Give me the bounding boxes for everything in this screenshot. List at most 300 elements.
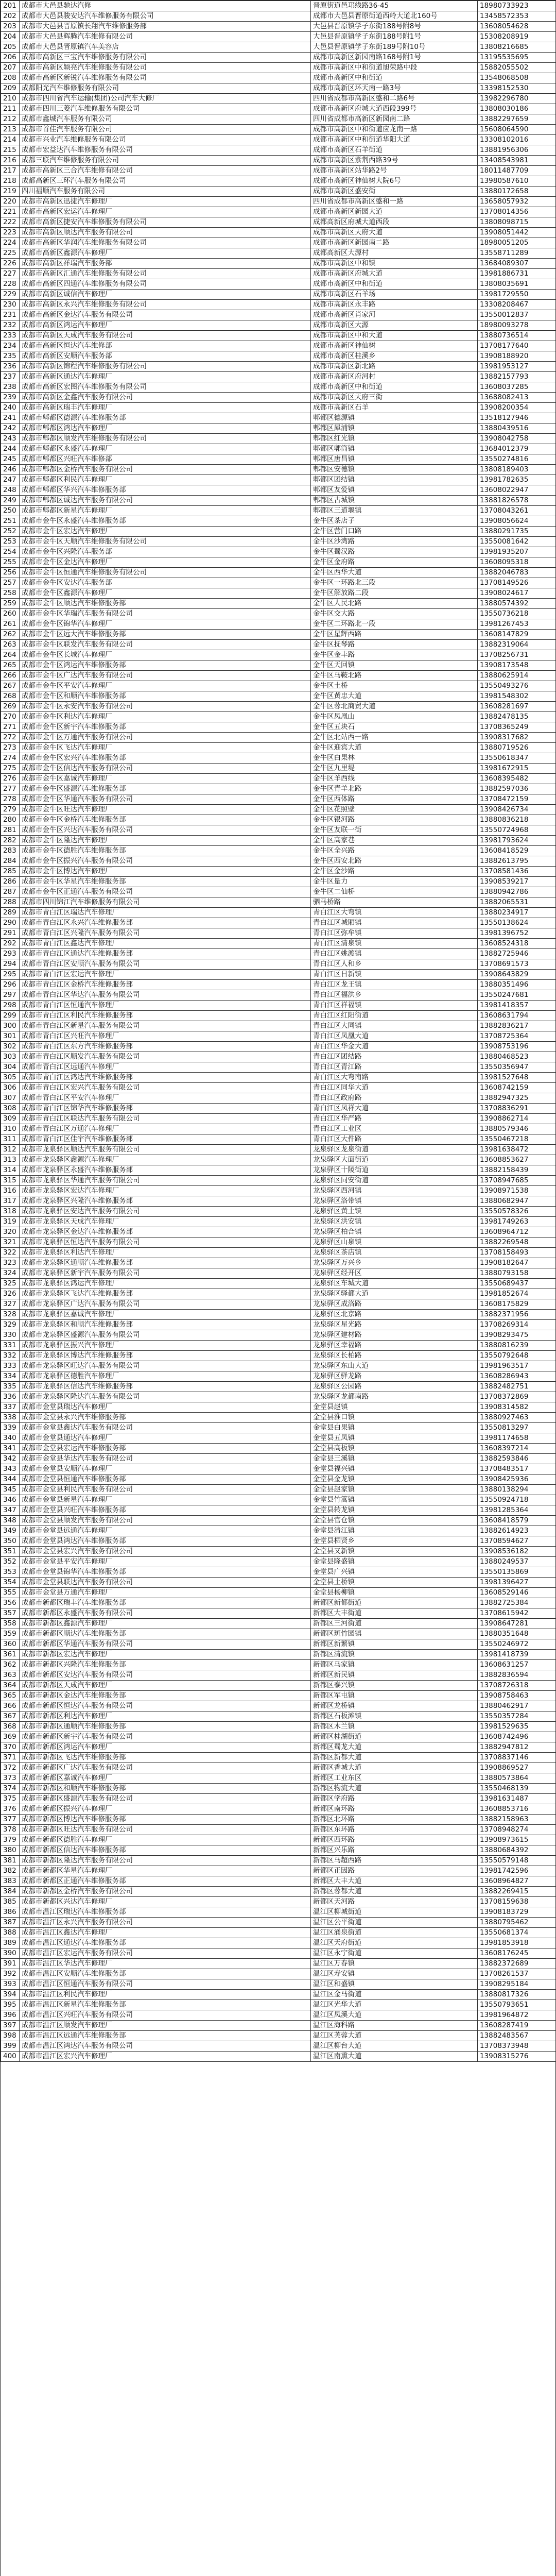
- shop-name[interactable]: 成都市新都区广达汽车服务有限公司: [20, 1763, 311, 1773]
- shop-name[interactable]: 成都市金牛区兴隆汽车服务部: [20, 547, 311, 557]
- shop-name[interactable]: 成都市金堂县新星汽车修理厂: [20, 1495, 311, 1505]
- row-number[interactable]: 256: [1, 568, 20, 578]
- row-number[interactable]: 296: [1, 980, 20, 990]
- row-number[interactable]: 218: [1, 176, 20, 187]
- shop-phone[interactable]: 13880625914: [478, 671, 556, 681]
- shop-name[interactable]: 成都市温江区通达汽车维修服务部: [20, 1938, 311, 1948]
- shop-address[interactable]: 金牛区西体路: [311, 794, 478, 805]
- shop-name[interactable]: 成都市郫都区顺发汽车维修服务有限公司: [20, 434, 311, 444]
- row-number[interactable]: 399: [1, 2041, 20, 2052]
- row-number[interactable]: 277: [1, 784, 20, 794]
- shop-phone[interactable]: 13908314582: [478, 1402, 556, 1413]
- shop-address[interactable]: 龙泉驿区万兴乡: [311, 1258, 478, 1268]
- shop-name[interactable]: 成都市新都区金桥汽车服务有限公司: [20, 1887, 311, 1897]
- shop-name[interactable]: 成都市新都区天成汽车修理厂: [20, 1681, 311, 1691]
- shop-name[interactable]: 成都市四川三菱汽车维修服务有限公司: [20, 104, 311, 114]
- shop-address[interactable]: 金堂县官仓镇: [311, 1516, 478, 1526]
- row-number[interactable]: 347: [1, 1505, 20, 1516]
- shop-phone[interactable]: 13708014356: [478, 207, 556, 217]
- shop-address[interactable]: 龙泉驿区建材路: [311, 1330, 478, 1341]
- shop-phone[interactable]: 13981963517: [478, 1361, 556, 1371]
- row-number[interactable]: 369: [1, 1732, 20, 1742]
- shop-name[interactable]: 成都市新都区利达汽车修理厂: [20, 1711, 311, 1722]
- shop-name[interactable]: 成都市温江区远通汽车维修服务部: [20, 2031, 311, 2041]
- shop-address[interactable]: 郫都区古城镇: [311, 496, 478, 506]
- shop-name[interactable]: 成都市高新区颖亮汽车维修服务有限公司: [20, 63, 311, 73]
- shop-address[interactable]: 温江区金马街道: [311, 1990, 478, 2000]
- shop-phone[interactable]: 13550618347: [478, 753, 556, 764]
- shop-phone[interactable]: 13880351496: [478, 980, 556, 990]
- shop-name[interactable]: 成都市金堂县顺发汽车服务有限公司: [20, 1516, 311, 1526]
- shop-address[interactable]: 大邑县晋原镇学子东街188号附1号: [311, 32, 478, 42]
- shop-phone[interactable]: 18980051205: [478, 238, 556, 248]
- shop-address[interactable]: 成都高新区大源村: [311, 248, 478, 259]
- shop-name[interactable]: 成都市龙泉驿区恒达汽车服务有限公司: [20, 1238, 311, 1248]
- shop-address[interactable]: 龙泉驿区长柏路: [311, 1351, 478, 1361]
- shop-name[interactable]: 成都市金堂县鑫达汽车服务有限公司: [20, 1423, 311, 1433]
- row-number[interactable]: 281: [1, 825, 20, 836]
- shop-name[interactable]: 成都市龙泉驿区兴隆汽车维修服务部: [20, 1196, 311, 1207]
- shop-address[interactable]: 金牛区白果林: [311, 753, 478, 764]
- shop-address[interactable]: 郫都区德源镇: [311, 413, 478, 423]
- shop-phone[interactable]: 13608418529: [478, 846, 556, 856]
- shop-phone[interactable]: 13981529635: [478, 1722, 556, 1732]
- row-number[interactable]: 300: [1, 1021, 20, 1031]
- shop-address[interactable]: 青白江区祥福镇: [311, 1001, 478, 1011]
- shop-phone[interactable]: 13708726318: [478, 1681, 556, 1691]
- shop-address[interactable]: 温江区凤溪大道: [311, 2010, 478, 2021]
- row-number[interactable]: 320: [1, 1227, 20, 1238]
- shop-address[interactable]: 新都区大丰大道: [311, 1876, 478, 1887]
- shop-name[interactable]: 成都市金堂县安顺汽车修理厂: [20, 1464, 311, 1475]
- shop-address[interactable]: 青白江区凤祥大道: [311, 1104, 478, 1114]
- shop-name[interactable]: 成都市郫都区永盛汽车修理厂: [20, 444, 311, 454]
- row-number[interactable]: 323: [1, 1258, 20, 1268]
- shop-phone[interactable]: 13608054628: [478, 22, 556, 32]
- shop-address[interactable]: 龙泉驿区洪安镇: [311, 1217, 478, 1227]
- row-number[interactable]: 384: [1, 1887, 20, 1897]
- shop-phone[interactable]: 13808189403: [478, 465, 556, 475]
- shop-phone[interactable]: 13708691573: [478, 959, 556, 970]
- shop-name[interactable]: 成都市温江区永兴汽车服务有限公司: [20, 1918, 311, 1928]
- row-number[interactable]: 303: [1, 1052, 20, 1062]
- row-number[interactable]: 331: [1, 1341, 20, 1351]
- shop-phone[interactable]: 13880927463: [478, 1413, 556, 1423]
- row-number[interactable]: 216: [1, 156, 20, 166]
- row-number[interactable]: 290: [1, 918, 20, 928]
- row-number[interactable]: 212: [1, 114, 20, 125]
- shop-address[interactable]: 金牛区二仙桥: [311, 887, 478, 897]
- shop-address[interactable]: 金堂县栖贤乡: [311, 1536, 478, 1547]
- shop-name[interactable]: 成都市高新区锦程汽车维修服务有限公司: [20, 362, 311, 372]
- shop-phone[interactable]: 13548068508: [478, 73, 556, 83]
- shop-name[interactable]: 成都市高新区宏运汽车修理厂: [20, 207, 311, 217]
- shop-name[interactable]: 成都市温江区兴旺汽车服务有限公司: [20, 2010, 311, 2021]
- row-number[interactable]: 329: [1, 1320, 20, 1330]
- shop-name[interactable]: 成都市新都区通顺汽车维修服务部: [20, 1722, 311, 1732]
- shop-name[interactable]: 成都市郫都区鸿达汽车修理厂: [20, 423, 311, 434]
- shop-address[interactable]: 温江区柳城街道: [311, 1907, 478, 1918]
- shop-phone[interactable]: 13708947685: [478, 1176, 556, 1186]
- row-number[interactable]: 215: [1, 145, 20, 156]
- shop-name[interactable]: 成都市龙泉驿区德胜汽车修理厂: [20, 1371, 311, 1382]
- row-number[interactable]: 336: [1, 1392, 20, 1402]
- row-number[interactable]: 388: [1, 1928, 20, 1938]
- shop-address[interactable]: 驷马桥路: [311, 897, 478, 908]
- row-number[interactable]: 390: [1, 1948, 20, 1959]
- shop-address[interactable]: 金堂县三溪镇: [311, 1454, 478, 1464]
- row-number[interactable]: 276: [1, 774, 20, 784]
- shop-phone[interactable]: 13880942786: [478, 887, 556, 897]
- shop-phone[interactable]: 13880462917: [478, 1701, 556, 1711]
- shop-name[interactable]: 成都市宏益达汽车维修服务有限公司: [20, 145, 311, 156]
- row-number[interactable]: 221: [1, 207, 20, 217]
- shop-address[interactable]: 金牛区高家巷: [311, 836, 478, 846]
- shop-name[interactable]: 成都市新都区华通汽车服务有限公司: [20, 1639, 311, 1650]
- shop-address[interactable]: 龙泉驿区龙泉街道: [311, 1145, 478, 1155]
- shop-address[interactable]: 金堂县竹篙镇: [311, 1495, 478, 1505]
- shop-phone[interactable]: 13658057932: [478, 197, 556, 207]
- shop-name[interactable]: 成都市高新区金鑫汽车服务有限公司: [20, 393, 311, 403]
- shop-phone[interactable]: 13908295184: [478, 1979, 556, 1990]
- shop-name[interactable]: 成都市新都区恒达汽车服务有限公司: [20, 1701, 311, 1711]
- shop-name[interactable]: 成都市龙泉驿区鸿运汽车修理厂: [20, 1279, 311, 1289]
- shop-name[interactable]: 成都市青白江区鑫达汽车修理厂: [20, 939, 311, 949]
- row-number[interactable]: 274: [1, 753, 20, 764]
- row-number[interactable]: 255: [1, 557, 20, 568]
- shop-phone[interactable]: 13550467218: [478, 1134, 556, 1145]
- row-number[interactable]: 367: [1, 1711, 20, 1722]
- shop-address[interactable]: 新都区东环路: [311, 1825, 478, 1835]
- row-number[interactable]: 241: [1, 413, 20, 423]
- shop-name[interactable]: 成都市温江区新星汽车维修服务部: [20, 2000, 311, 2010]
- shop-name[interactable]: 成都市金堂县宏兴汽车服务有限公司: [20, 1547, 311, 1557]
- shop-phone[interactable]: 13882046783: [478, 568, 556, 578]
- row-number[interactable]: 275: [1, 764, 20, 774]
- row-number[interactable]: 356: [1, 1598, 20, 1608]
- shop-address[interactable]: 成都高新区府城大道西段: [311, 217, 478, 228]
- shop-name[interactable]: 成都市金牛区飞达汽车修理厂: [20, 743, 311, 753]
- shop-phone[interactable]: 13708158493: [478, 1248, 556, 1258]
- shop-name[interactable]: 成都阳光汽车维修服务有限公司: [20, 83, 311, 94]
- shop-phone[interactable]: 13708948274: [478, 1825, 556, 1835]
- shop-name[interactable]: 成都市青白江区宏运汽车修理厂: [20, 970, 311, 980]
- shop-address[interactable]: 新都区木兰镇: [311, 1722, 478, 1732]
- shop-phone[interactable]: 13908293475: [478, 1330, 556, 1341]
- row-number[interactable]: 395: [1, 2000, 20, 2010]
- shop-address[interactable]: 新都区石板滩镇: [311, 1711, 478, 1722]
- shop-name[interactable]: 成都市金牛区振兴汽车服务有限公司: [20, 856, 311, 867]
- shop-phone[interactable]: 13708269314: [478, 1320, 556, 1330]
- shop-phone[interactable]: 13882297659: [478, 114, 556, 125]
- shop-name[interactable]: 成都市新都区新宇汽车服务有限公司: [20, 1732, 311, 1742]
- shop-name[interactable]: 成都市龙泉驿区和顺汽车维修服务部: [20, 1320, 311, 1330]
- shop-phone[interactable]: 13981418357: [478, 1001, 556, 1011]
- shop-phone[interactable]: 13908188920: [478, 351, 556, 362]
- shop-phone[interactable]: 13880351648: [478, 1629, 556, 1639]
- row-number[interactable]: 280: [1, 815, 20, 825]
- row-number[interactable]: 396: [1, 2010, 20, 2021]
- shop-phone[interactable]: 13708581436: [478, 867, 556, 877]
- shop-name[interactable]: 成都市高新区新锐汽车维修服务有限公司: [20, 73, 311, 83]
- shop-phone[interactable]: 13608524318: [478, 939, 556, 949]
- shop-address[interactable]: 金牛区抚琴路: [311, 640, 478, 650]
- shop-phone[interactable]: 13908758463: [478, 1691, 556, 1701]
- shop-phone[interactable]: 13550493276: [478, 681, 556, 691]
- row-number[interactable]: 223: [1, 228, 20, 238]
- shop-phone[interactable]: 13708837146: [478, 1753, 556, 1763]
- row-number[interactable]: 368: [1, 1722, 20, 1732]
- shop-name[interactable]: 成都市金牛区正通汽车服务有限公司: [20, 887, 311, 897]
- shop-phone[interactable]: 13908200354: [478, 403, 556, 413]
- shop-phone[interactable]: 13981782635: [478, 475, 556, 485]
- shop-name[interactable]: 成都市温江区瑞达汽车维修服务部: [20, 1907, 311, 1918]
- row-number[interactable]: 394: [1, 1990, 20, 2000]
- shop-name[interactable]: 成都市金牛区锦华汽车修理厂: [20, 619, 311, 630]
- shop-name[interactable]: 成都市新都区安达汽车服务有限公司: [20, 1670, 311, 1681]
- row-number[interactable]: 232: [1, 320, 20, 331]
- row-number[interactable]: 211: [1, 104, 20, 114]
- shop-phone[interactable]: 13550689437: [478, 1279, 556, 1289]
- shop-phone[interactable]: 13608853716: [478, 1804, 556, 1815]
- shop-address[interactable]: 龙泉驿区驿龙路: [311, 1371, 478, 1382]
- row-number[interactable]: 299: [1, 1011, 20, 1021]
- row-number[interactable]: 291: [1, 928, 20, 939]
- shop-address[interactable]: 青白江区弥牟镇: [311, 928, 478, 939]
- shop-phone[interactable]: 13908536182: [478, 1547, 556, 1557]
- row-number[interactable]: 339: [1, 1423, 20, 1433]
- shop-address[interactable]: 龙泉驿区龙都南路: [311, 1392, 478, 1402]
- row-number[interactable]: 222: [1, 217, 20, 228]
- shop-phone[interactable]: 13981548302: [478, 691, 556, 702]
- row-number[interactable]: 269: [1, 702, 20, 712]
- row-number[interactable]: 239: [1, 393, 20, 403]
- shop-address[interactable]: 金牛区天回镇: [311, 660, 478, 671]
- row-number[interactable]: 350: [1, 1536, 20, 1547]
- row-number[interactable]: 229: [1, 290, 20, 300]
- shop-phone[interactable]: 13880468523: [478, 1052, 556, 1062]
- row-number[interactable]: 382: [1, 1866, 20, 1876]
- shop-address[interactable]: 金堂县隆盛镇: [311, 1557, 478, 1567]
- shop-address[interactable]: 成都市高新区环天南一路3号: [311, 83, 478, 94]
- shop-phone[interactable]: 13981964872: [478, 2010, 556, 2021]
- row-number[interactable]: 258: [1, 588, 20, 599]
- shop-address[interactable]: 新都区泰兴镇: [311, 1681, 478, 1691]
- shop-phone[interactable]: 13608418579: [478, 1516, 556, 1526]
- shop-name[interactable]: 成都市高新区鑫源汽车修理厂: [20, 248, 311, 259]
- shop-phone[interactable]: 13550081642: [478, 537, 556, 547]
- shop-name[interactable]: 成都市龙泉驿区广达汽车服务有限公司: [20, 1299, 311, 1310]
- shop-phone[interactable]: 13550135869: [478, 1567, 556, 1578]
- shop-phone[interactable]: 13708043261: [478, 506, 556, 516]
- shop-name[interactable]: 成都市温江区利民汽车修理厂: [20, 1990, 311, 2000]
- shop-phone[interactable]: 13908173548: [478, 660, 556, 671]
- shop-phone[interactable]: 13608022947: [478, 485, 556, 496]
- shop-name[interactable]: 成都市金牛区利达汽车修理厂: [20, 712, 311, 722]
- shop-phone[interactable]: 13908425936: [478, 1475, 556, 1485]
- row-number[interactable]: 306: [1, 1083, 20, 1093]
- shop-phone[interactable]: 13550357284: [478, 1711, 556, 1722]
- shop-phone[interactable]: 13550793651: [478, 2000, 556, 2010]
- row-number[interactable]: 248: [1, 485, 20, 496]
- shop-name[interactable]: 成都市金牛区金达汽车修理厂: [20, 557, 311, 568]
- shop-phone[interactable]: 13880817326: [478, 1990, 556, 2000]
- shop-phone[interactable]: 13550724968: [478, 825, 556, 836]
- shop-address[interactable]: 成都市高新区中和街道华阳大道: [311, 135, 478, 145]
- shop-name[interactable]: 成都市郫都区华兴汽车维修服务部: [20, 485, 311, 496]
- shop-name[interactable]: 成都市金牛区新宇汽车维修服务部: [20, 722, 311, 733]
- shop-name[interactable]: 成都市金牛区华星汽车维修服务部: [20, 877, 311, 887]
- shop-name[interactable]: 成都市金牛区恒通汽车维修服务有限公司: [20, 568, 311, 578]
- shop-name[interactable]: 成都市新都区华星汽车修理厂: [20, 1866, 311, 1876]
- shop-name[interactable]: 成都市新都区正通汽车维修服务部: [20, 1876, 311, 1887]
- row-number[interactable]: 220: [1, 197, 20, 207]
- shop-name[interactable]: 成都市金牛区德胜汽车维修服务部: [20, 846, 311, 856]
- shop-name[interactable]: 成都市新都区隆达汽车服务有限公司: [20, 1856, 311, 1866]
- shop-phone[interactable]: 13608281697: [478, 702, 556, 712]
- row-number[interactable]: 364: [1, 1681, 20, 1691]
- shop-phone[interactable]: 13881956306: [478, 145, 556, 156]
- shop-name[interactable]: 成都市金堂县利民汽车服务有限公司: [20, 1485, 311, 1495]
- shop-name[interactable]: 成都市金堂县联达汽车服务有限公司: [20, 1578, 311, 1588]
- shop-phone[interactable]: 13908753196: [478, 1042, 556, 1052]
- shop-address[interactable]: 青白江区团结路: [311, 1052, 478, 1062]
- row-number[interactable]: 313: [1, 1155, 20, 1165]
- shop-name[interactable]: 成都市金堂县平安汽车修理厂: [20, 1557, 311, 1567]
- shop-address[interactable]: 金牛区九里堤: [311, 764, 478, 774]
- row-number[interactable]: 265: [1, 660, 20, 671]
- shop-address[interactable]: 青白江区清泉镇: [311, 939, 478, 949]
- shop-address[interactable]: 新都区大丰街道: [311, 1608, 478, 1619]
- shop-name[interactable]: 成都市高新区宏图汽车维修服务有限公司: [20, 382, 311, 393]
- shop-address[interactable]: 成都市高新区石羊: [311, 403, 478, 413]
- shop-address[interactable]: 成都市高新区大源: [311, 320, 478, 331]
- row-number[interactable]: 386: [1, 1907, 20, 1918]
- row-number[interactable]: 365: [1, 1691, 20, 1701]
- shop-address[interactable]: 新都区正因路: [311, 1866, 478, 1876]
- shop-phone[interactable]: 13408543981: [478, 156, 556, 166]
- shop-phone[interactable]: 13688082413: [478, 393, 556, 403]
- shop-phone[interactable]: 13981935207: [478, 547, 556, 557]
- shop-name[interactable]: 成都市新都区博达汽车维修服务部: [20, 1815, 311, 1825]
- shop-phone[interactable]: 13550138624: [478, 918, 556, 928]
- shop-phone[interactable]: 13882157793: [478, 372, 556, 382]
- shop-name[interactable]: 成都市青白江区永兴汽车维修服务部: [20, 918, 311, 928]
- shop-phone[interactable]: 13880719526: [478, 743, 556, 753]
- shop-address[interactable]: 成都市高新区中和镇: [311, 259, 478, 269]
- shop-address[interactable]: 龙泉驿区柏合镇: [311, 1227, 478, 1238]
- shop-name[interactable]: 成都市高新区通达汽车修理厂: [20, 372, 311, 382]
- row-number[interactable]: 237: [1, 372, 20, 382]
- shop-name[interactable]: 成都市青白江区宏兴汽车服务有限公司: [20, 1083, 311, 1093]
- shop-phone[interactable]: 13908182647: [478, 1258, 556, 1268]
- shop-phone[interactable]: 13908869527: [478, 1763, 556, 1773]
- shop-address[interactable]: 成都市大邑县晋原街道西岭大道北160号: [311, 11, 478, 22]
- shop-name[interactable]: 成都市龙泉驿区博达汽车维修服务部: [20, 1351, 311, 1361]
- shop-phone[interactable]: 13981267453: [478, 619, 556, 630]
- shop-address[interactable]: 新都区军屯镇: [311, 1691, 478, 1701]
- row-number[interactable]: 207: [1, 63, 20, 73]
- row-number[interactable]: 210: [1, 94, 20, 104]
- row-number[interactable]: 268: [1, 691, 20, 702]
- row-number[interactable]: 209: [1, 83, 20, 94]
- shop-name[interactable]: 成都市龙泉驿区天成汽车修理厂: [20, 1217, 311, 1227]
- shop-address[interactable]: 青白江区大弯南路: [311, 1073, 478, 1083]
- row-number[interactable]: 261: [1, 619, 20, 630]
- shop-name[interactable]: 成都市金堂县恒通汽车维修服务部: [20, 1475, 311, 1485]
- shop-name[interactable]: 成都市金牛区永安汽车服务有限公司: [20, 702, 311, 712]
- shop-address[interactable]: 成都市高新区中和街道: [311, 73, 478, 83]
- shop-name[interactable]: 成都市金牛区鸿运汽车维修服务部: [20, 660, 311, 671]
- shop-address[interactable]: 金牛区黄忠大道: [311, 691, 478, 702]
- shop-phone[interactable]: 13550468139: [478, 1784, 556, 1794]
- shop-name[interactable]: 成都市青白江区顺发汽车服务有限公司: [20, 1052, 311, 1062]
- row-number[interactable]: 259: [1, 599, 20, 609]
- shop-address[interactable]: 金牛区五块石: [311, 722, 478, 733]
- row-number[interactable]: 285: [1, 867, 20, 877]
- shop-name[interactable]: 成都市新都区盛源汽车服务有限公司: [20, 1794, 311, 1804]
- row-number[interactable]: 271: [1, 722, 20, 733]
- shop-address[interactable]: 龙泉驿区东山大道: [311, 1361, 478, 1371]
- row-number[interactable]: 279: [1, 805, 20, 815]
- shop-address[interactable]: 金牛区金府路: [311, 557, 478, 568]
- row-number[interactable]: 363: [1, 1670, 20, 1681]
- shop-address[interactable]: 金牛区解放路二段: [311, 588, 478, 599]
- shop-phone[interactable]: 13608631257: [478, 1660, 556, 1670]
- row-number[interactable]: 294: [1, 959, 20, 970]
- shop-phone[interactable]: 13608175829: [478, 1299, 556, 1310]
- shop-name[interactable]: 成都市高新区迅捷汽车修理厂: [20, 197, 311, 207]
- shop-phone[interactable]: 13708159638: [478, 1897, 556, 1907]
- row-number[interactable]: 201: [1, 1, 20, 11]
- shop-phone[interactable]: 13882597036: [478, 784, 556, 794]
- shop-address[interactable]: 郫都区友爱镇: [311, 485, 478, 496]
- shop-phone[interactable]: 13880291735: [478, 527, 556, 537]
- shop-name[interactable]: 成都市金堂县华达汽车服务有限公司: [20, 1454, 311, 1464]
- shop-phone[interactable]: 13708615942: [478, 1608, 556, 1619]
- shop-name[interactable]: 成都市新都区瑞丰汽车维修服务部: [20, 1598, 311, 1608]
- shop-address[interactable]: 成都市高新区新园南路168号附1号: [311, 53, 478, 63]
- shop-phone[interactable]: 13981742596: [478, 1866, 556, 1876]
- shop-phone[interactable]: 13550792648: [478, 1351, 556, 1361]
- shop-phone[interactable]: 13550246972: [478, 1639, 556, 1650]
- shop-name[interactable]: 成都市龙泉驿区鑫源汽车修理厂: [20, 1155, 311, 1165]
- shop-name[interactable]: 成都市金牛区华瑞汽车服务有限公司: [20, 609, 311, 619]
- shop-phone[interactable]: 13908315276: [478, 2052, 556, 2062]
- row-number[interactable]: 202: [1, 11, 20, 22]
- row-number[interactable]: 372: [1, 1763, 20, 1773]
- shop-name[interactable]: 成都市高新区永兴汽车维修服务有限公司: [20, 300, 311, 310]
- shop-address[interactable]: 温江区和盛镇: [311, 1979, 478, 1990]
- shop-name[interactable]: 成都市新都区永盛汽车服务有限公司: [20, 1608, 311, 1619]
- shop-phone[interactable]: 13708725364: [478, 1031, 556, 1042]
- shop-address[interactable]: 金堂县五凤镇: [311, 1433, 478, 1444]
- shop-address[interactable]: 新都区物流大道: [311, 1784, 478, 1794]
- shop-phone[interactable]: 13881826578: [478, 496, 556, 506]
- shop-name[interactable]: 成都市大邑县辉腾汽车维修有限公司: [20, 32, 311, 42]
- shop-address[interactable]: 温江区柳台大道: [311, 2041, 478, 2052]
- row-number[interactable]: 358: [1, 1619, 20, 1629]
- shop-address[interactable]: 青白江区日新镇: [311, 970, 478, 980]
- shop-address[interactable]: 龙泉驿区车城大道: [311, 1279, 478, 1289]
- shop-name[interactable]: 成都市青白江区锦华汽车维修服务部: [20, 1104, 311, 1114]
- shop-phone[interactable]: 13608176245: [478, 1948, 556, 1959]
- shop-phone[interactable]: 13708372869: [478, 1392, 556, 1402]
- row-number[interactable]: 246: [1, 465, 20, 475]
- shop-address[interactable]: 新都区香城大道: [311, 1763, 478, 1773]
- shop-name[interactable]: 成都市龙泉驿区利达汽车修理厂: [20, 1248, 311, 1258]
- shop-phone[interactable]: 13708836291: [478, 1104, 556, 1114]
